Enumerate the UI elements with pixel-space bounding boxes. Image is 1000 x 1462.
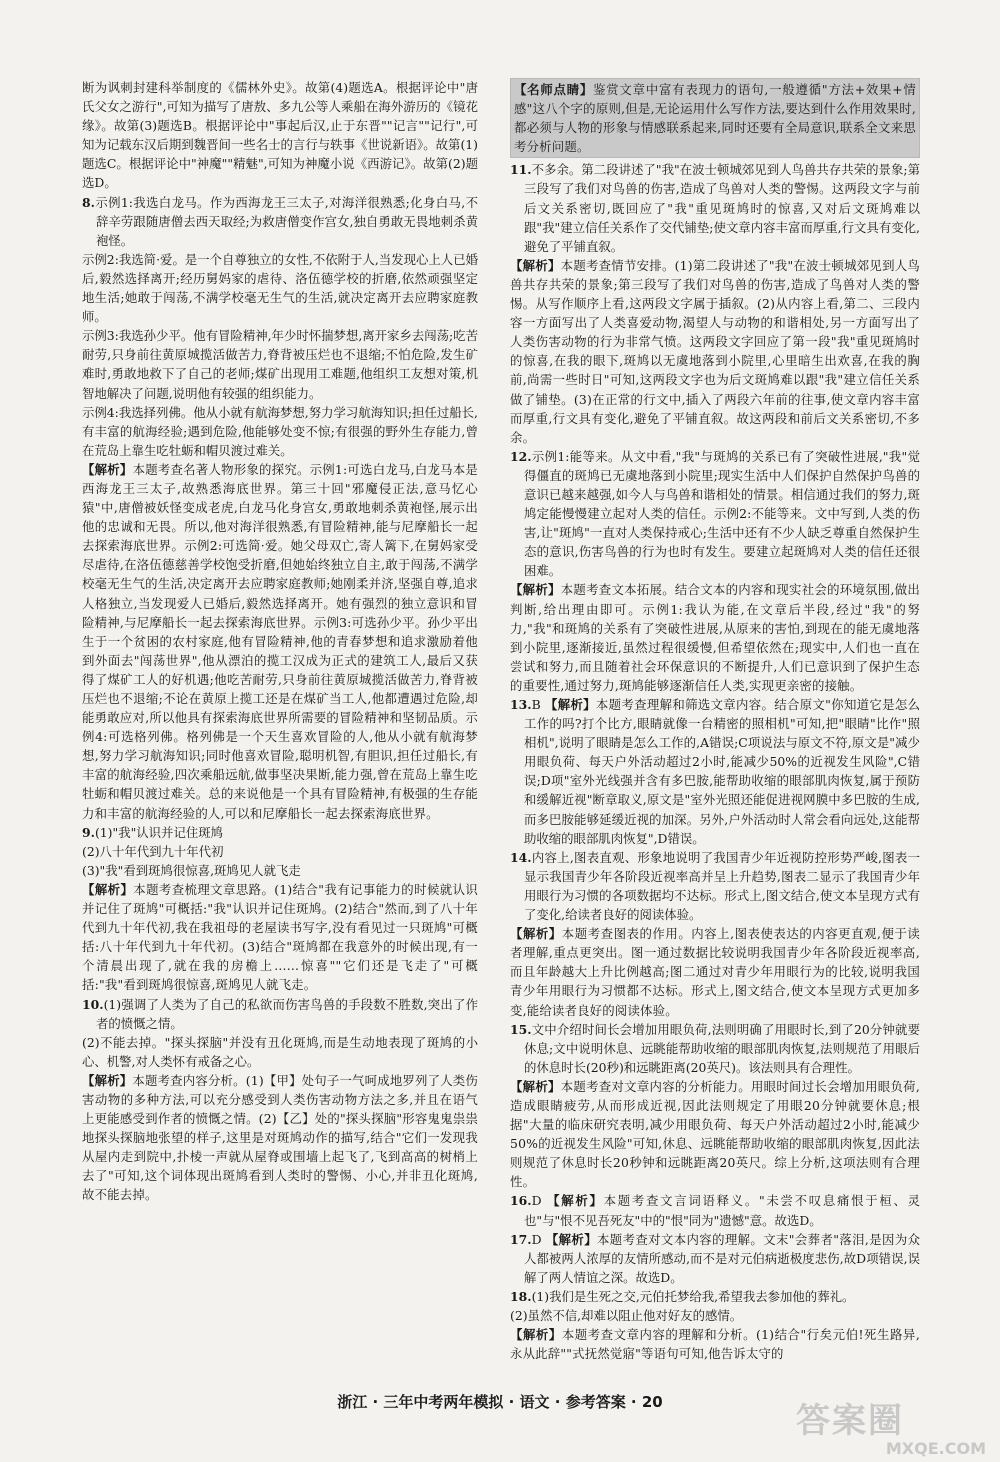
continued-text: 断为讽刺封建科举制度的《儒林外史》。故第(4)题选A。根据评论中"唐氏父女之游行",可知为描写了唐敖、多九公等人乘船在海外游历的《镜花缘》。故第(3)题选B。根据评论中"事起后汉,止于东晋""记言""记行",可知为记载东汉后期到魏晋间一些名士的言行与轶事《世说新语》。故第(1)题选C。根据评论中"神魔""精魅",可知为神魔小说《西游记》。故第(2)题选D。 (82, 80, 478, 191)
question-17 (510, 1230, 920, 1287)
q13-answer: B (531, 697, 541, 712)
question-16 (510, 1191, 920, 1229)
question-18 (510, 1287, 920, 1306)
q16-number: 16. (510, 1193, 532, 1209)
q18-analysis-text: 本题考查文章内容的理解和分析。(1)结合"行矣元伯!死生路异,永从此辞""式抚然觉寤"等语句可知,他告诉太守的 (510, 1327, 920, 1362)
q10-answer-b: (2)不能去掉。"探头探脑"并没有丑化斑鸠,而是生动地表现了斑鸠的小心、机警,对人类怀有戒备之心。 (82, 1034, 478, 1069)
question-12 (510, 447, 920, 581)
analysis-tag: 【解析】 (82, 881, 134, 897)
question-15 (510, 1020, 920, 1077)
question-10 (82, 995, 478, 1033)
question-9 (82, 823, 478, 842)
q9-answer-c: (3)"我"看到斑鸠很惊喜,斑鸠见人就飞走 (82, 862, 301, 878)
q8-number: 8. (82, 194, 95, 210)
q11-analysis (510, 256, 920, 447)
q18-number: 18. (510, 1288, 532, 1304)
q9-answer-a: (1)"我"认识并记住斑鸠 (94, 824, 224, 840)
q13-analysis-text: 本题考查理解和筛选文章内容。结合原文"你知道它是怎么工作的吗?打个比方,眼睛就像一台精密的照相机"可知,把"眼睛"比作"照相机",说明了眼睛是怎么工作的,A错误;C项说法与原文不符,原文是"减少用眼负荷、每天户外活动超过2小时,能减少50%的近视发生风险",C错误;D项"室外光线强并含有多巴胺,能帮助收缩的眼部肌肉恢复,属于预防和缓解近视"断章取义,原文是"室外光照还能促进视网膜中多巴胺的生成,而多巴胺能够延缓近视的加深。另外,户外活动时人常会看向远处,这能帮助收缩的眼部肌肉恢复",D错误。 (524, 697, 921, 846)
q12-number: 12. (510, 448, 532, 464)
analysis-tag: 【解析】 (544, 697, 596, 712)
right-column (510, 78, 920, 1363)
q14-number: 14. (510, 849, 532, 865)
analysis-tag: 【解析】 (510, 926, 562, 942)
q8-example-1: 示例1:我选白龙马。作为西海龙王三太子,对海洋很熟悉;化身白马,不辞辛劳跟随唐僧去西天取经;为救唐僧变作宫女,独自勇敢无畏地刺杀黄袍怪。 (94, 194, 478, 248)
watermark-logo (796, 1402, 986, 1457)
analysis-tag: 【解析】 (510, 1078, 561, 1094)
q10-number: 10. (82, 996, 104, 1012)
q9-analysis-text: 本题考查梳理文章思路。(1)结合"我有记事能力的时候就认识并记住了斑鸠"可概括:"我"认识并记住斑鸠。(2)结合"然而,到了八十年代到九十年代初,我在我祖母的老屋读书写字,没有看见过一只斑鸠"可概括:八十年代到九十年代初。(3)结合"斑鸠都在我意外的时候出现,有一个清晨出现了,就在我的房檐上……惊喜""它们还是飞走了"可概括:"我"看到斑鸠很惊喜,斑鸠见人就飞走。 (82, 881, 478, 993)
q8-analysis (82, 460, 478, 823)
q16-analysis-text: 本题考查文言词语释义。"未尝不叹息痛恨于桓、灵也"与"恨不见吾死友"中的"恨"同为"遗憾"意。故选D。 (524, 1193, 920, 1228)
question-14 (510, 848, 920, 924)
q15-analysis (510, 1077, 920, 1192)
teacher-tip-box (510, 78, 920, 158)
question-13 (510, 695, 920, 848)
question-11 (510, 160, 920, 255)
analysis-tag: 【解析】 (545, 1231, 597, 1247)
q15-number: 15. (510, 1021, 532, 1037)
analysis-tag: 【解析】 (510, 257, 561, 273)
q8-analysis-text: 本题考查名著人物形象的探究。示例1:可选白龙马,白龙马本是西海龙王三太子,故熟悉海底世界。第三十回"邪魔侵正法,意马忆心猿"中,唐僧被妖怪变成老虎,白龙马化身宫女,勇敢地刺杀黄袍怪,展示出他的忠诚和无畏。所以,他对海洋很熟悉,有冒险精神,能与尼摩船长一起去探索海底世界。示例2:可选简·爱。她父母双亡,寄人篱下,在舅妈家受尽虐待,在洛伍德慈善学校饱受折磨,但她始终独立自主,敢于闯荡,不满学校毫无生气的生活,决定离开去应聘家庭教师;她刚柔并济,坚强自尊,追求人格独立,当发现爱人已婚后,毅然选择离开。她有强烈的独立意识和冒险精神,与尼摩船长一起去探索海底世界。示例3:可选孙少平。孙少平出生于一个贫困的农村家庭,他有冒险精神,他的青春梦想和追求激励着他到外面去"闯荡世界",他从漂泊的揽工汉成为正式的建筑工人,最后又获得了煤矿工人的好机遇;他吃苦耐劳,只身前往黄原城揽活做苦力,脊背被压烂也不退缩;不论在黄原上揽工还是在煤矿当工人,他都遭遇过危险,却能勇敢应对,所以他具有探索海底世界所需要的冒险精神和坚韧品质。示例4:可选格列佛。格列佛是一个天生喜欢冒险的人,他从小就有航海梦想,努力学习航海知识;同时他喜欢冒险,聪明机智,有胆识,担任过船长,有丰富的航海经验,四次乘船远航,做事坚决果断,能力强,曾在荒岛上靠生吃牡蛎和帽贝渡过难关。总的来说他是一个具有冒险精神,有极强的生存能力和丰富的航海经验的人,可以和尼摩船长一起去探索海底世界。 (82, 461, 478, 821)
q14-answer: 内容上,图表直观、形象地说明了我国青少年近视防控形势严峻,图表一显示我国青少年各阶段近视率高并呈上升趋势,图表二显示了我国青少年用眼行为习惯的各项数据均不达标。形式上,图文结合,使文本呈现方式有了变化,给读者良好的阅读体验。 (524, 849, 920, 923)
q18-analysis (510, 1325, 920, 1363)
q12-answer: 示例1:能等来。从文中看,"我"与斑鸠的关系已有了突破性进展,"我"觉得僵直的斑鸠已无虞地落到小院里;现实生活中人们保护自然保护鸟兽的意识已越来越强,如今人与鸟兽和谐相处的情景。相信通过我们的努力,斑鸠定能慢慢建立起对人类的信任。示例2:不能等来。文中写到,人类的伤害,让"斑鸠"一直对人类保持戒心;生活中还有不少人缺乏尊重自然保护生态的意识,伤害鸟兽的行为也时有发生。要建立起斑鸠对人类的信任还很困难。 (524, 448, 920, 579)
q18-answer-b: (2)虽然不信,却难以阻止他对好友的感情。 (510, 1308, 743, 1323)
q15-answer: 文中介绍时间长会增加用眼负荷,法则明确了用眼时长,到了20分钟就要休息;文中说明休息、远眺能帮助收缩的眼部肌肉恢复,法则规范了用眼后的休息时长(20秒)和远眺距离(20英尺)。该法则具有合理性。 (524, 1021, 920, 1075)
q9-number: 9. (82, 824, 95, 840)
teacher-tip-text: 鉴赏文章中富有表现力的语句,一般遵循"方法+效果+情感"这八个字的原则,但是,无论运用什么写作方法,要达到什么作用效果时,都必须与人物的形象与情感联系起来,同时还要有全局意识,联系全文来思考分析问题。 (514, 82, 916, 155)
q10-analysis (82, 1071, 478, 1205)
q14-analysis (510, 924, 920, 1019)
q17-analysis-text: 本题考查对文本内容的理解。文末"会葬者"落泪,是因为众人都被两人浓厚的友情所感动,而不是对元伯病逝极度悲伤,故D项错误,误解了两人情谊之深。故选D。 (524, 1231, 920, 1285)
q8-example-4: 示例4:我选择列佛。他从小就有航海梦想,努力学习航海知识;担任过船长,有丰富的航海经验;遇到危险,他能够处变不惊;有很强的野外生存能力,曾在荒岛上靠生吃牡蛎和帽贝渡过难关。 (82, 404, 478, 458)
watermark-top: 答案圈 (796, 1401, 904, 1441)
analysis-tag: 【解析】 (510, 1327, 562, 1343)
q17-answer: D (531, 1231, 542, 1247)
q8-example-2: 示例2:我选简·爱。是一个自尊独立的女性,不依附于人,当发现心上人已婚后,毅然选择离开;经历舅妈家的虐待、洛伍德学校的折磨,依然顽强坚定地生活;她敢于闯荡,不满学校毫无生气的生活,就决定离开去应聘家庭教师。 (82, 251, 478, 325)
q11-answer: 不多余。第二段讲述了"我"在波士顿城郊见到人鸟兽共存共荣的景象;第三段写了我们对鸟兽的伤害,造成了鸟兽对人类的警惕。这两段文字与前后文关系密切,既回应了"我"重见斑鸠时的惊喜,又对后文斑鸠难以跟"我"建立信任关系作了交代铺垫;使文章内容丰富而厚重,行文具有变化,避免了平铺直叙。 (524, 162, 920, 254)
analysis-tag: 【解析】 (510, 582, 561, 598)
q17-number: 17. (510, 1231, 532, 1247)
q14-analysis-text: 本题考查图表的作用。内容上,图表使表达的内容更直观,便于读者理解,重点更突出。图一通过数据比较说明我国青少年各阶段近视率高,而且年龄越大上升比例越高;图二通过对青少年用眼行为的比较,说明我国青少年用眼行为习惯都不达标。形式上,图文结合,使文本呈现方式更加多变,能给读者良好的阅读体验。 (510, 926, 920, 1018)
q10-answer-a: (1)强调了人类为了自己的私欲而伤害鸟兽的手段数不胜数,突出了作者的愤慨之情。 (96, 996, 478, 1031)
q11-analysis-text: 本题考查情节安排。(1)第二段讲述了"我"在波士顿城郊见到人鸟兽共存共荣的景象;第三段写了我们对鸟兽的伤害,造成了鸟兽对人类的警惕。从写作顺序上看,这两段文字属于插叙。(2)从内容上看,第二、三段内容一方面写出了人类喜爱动物,渴望人与动物的和谐相处,另一方面写出了人类伤害动物的行为非常气愤。这两段文字回应了第一段"我"重见斑鸠时的惊喜,在我的眼下,斑鸠以无虞地落到小院里,心里暗生出欢喜,在我的胸前,尚需一些时日"可知,这两段文字也为后文斑鸠难以跟"我"建立信任关系做了铺垫。(3)在正常的行文中,插入了两段六年前的往事,使文章内容丰富而厚重,行文具有变化,避免了平铺直叙。故这两段和前后文关系密切,不多余。 (510, 257, 920, 445)
left-column (82, 78, 478, 1205)
q16-answer: D (531, 1193, 542, 1209)
analysis-tag: 【解析】 (547, 1193, 604, 1209)
teacher-tip-tag: 【名师点睛】 (514, 82, 594, 97)
question-8 (82, 193, 478, 250)
q15-analysis-text: 本题考查对文章内容的分析能力。用眼时间过长会增加用眼负荷,造成眼睛疲劳,从而形成近视,因此法则规定了用眼20分钟就要休息;根据"大量的临床研究表明,减少用眼负荷、每天户外活动超过2小时,能减少50%的近视发生风险"可知,休息、远眺能帮助收缩的眼部肌肉恢复,因此法则规范了休息时长20秒钟和远眺距离20英尺。综上分析,这项法则有合理性。 (510, 1078, 920, 1190)
q8-example-3: 示例3:我选孙少平。他有冒险精神,年少时怀揣梦想,离开家乡去闯荡;吃苦耐劳,只身前往黄原城揽活做苦力,脊背被压烂也不退缩;不怕危险,发生矿难时,勇敢地救下了自己的老师;煤矿出现用工难题,他组织工友想对策,机智地解决了问题,说明他有较强的组织能力。 (82, 328, 478, 401)
q12-analysis (510, 580, 920, 695)
watermark-bottom: MXQE.COM (885, 1439, 986, 1458)
analysis-tag: 【解析】 (82, 1072, 133, 1088)
q9-answer-b: (2)八十年代到九十年代初 (82, 843, 224, 859)
q13-number: 13. (510, 697, 532, 712)
analysis-tag: 【解析】 (82, 461, 133, 477)
q12-analysis-text: 本题考查文本拓展。结合文本的内容和现实社会的环境氛围,做出判断,给出理由即可。示例1:我认为能,在文章后半段,经过"我"的努力,"我"和斑鸠的关系有了突破性进展,从原来的害怕,到现在的能无虞地落到小院里,逐渐接近,虽然过程很缓慢,但希望依然在;现实中,人们也一直在尝试和努力,而且随着社会环保意识的不断提升,人们已意识到了保护生态的重要性,通过努力,斑鸠能够逐渐信任人类,实现更亲密的接触。 (510, 582, 920, 693)
q10-analysis-text: 本题考查内容分析。(1)【甲】处句子一气呵成地罗列了人类伤害动物的多种方法,可以充分感受到人类伤害动物方法之多,并且在语气上更能感受到作者的愤慨之情。(2)【乙】处的"探头探脑"形容鬼鬼祟祟地探头探脑地张望的样子,这里是对斑鸠动作的描写,结合"它们一发现我从屋内走到院中,扑棱一声就从屋脊或围墙上起飞了,飞到高高的树梢上去了"可知,这个词体现出斑鸠看到人类时的警惕、小心,并非丑化斑鸠,故不能去掉。 (82, 1072, 478, 1203)
q11-number: 11. (510, 162, 532, 178)
page-footer: 浙江 · 三年中考两年模拟 · 语文 · 参考答案 · 20 (337, 1393, 663, 1411)
q9-analysis (82, 880, 478, 995)
q18-answer-a: (1)我们是生死之交,元伯托梦给我,希望我去参加他的葬礼。 (531, 1288, 855, 1304)
